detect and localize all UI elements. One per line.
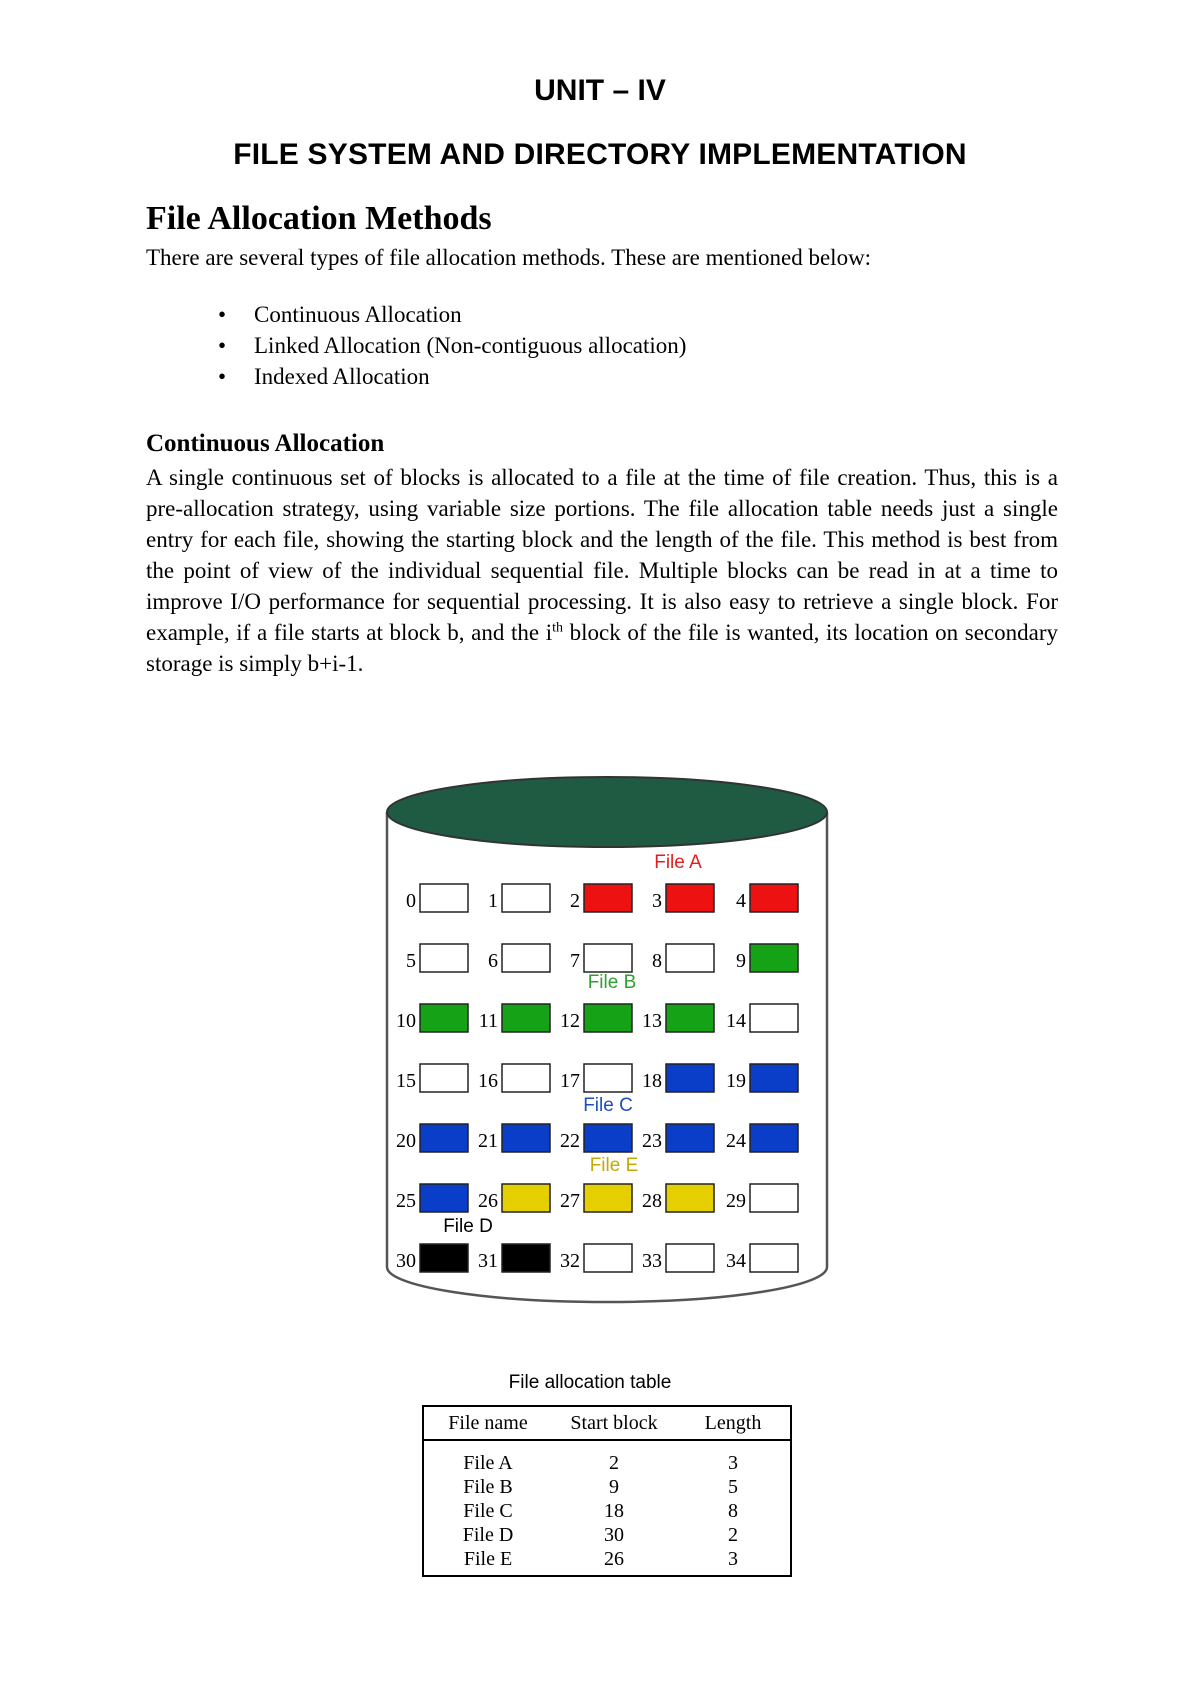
block-number: 24 [726,1130,746,1152]
file-e-block [666,1184,714,1212]
file-b-label: File B [587,972,637,993]
block-number: 20 [396,1130,416,1152]
table-row [424,1523,790,1547]
file-d-block [502,1244,550,1272]
file-c-block [750,1064,798,1092]
intro-text: There are several types of file allocation methods. These are mentioned below: [146,245,872,270]
block-number: 5 [406,950,416,972]
block-number: 31 [478,1250,498,1272]
free-block [750,1184,798,1212]
file-a-block [584,884,632,912]
block-number: 17 [560,1070,580,1092]
cell-length: 3 [728,1451,738,1474]
file-c-block [666,1124,714,1152]
file-b-block [750,944,798,972]
file-b-block [502,1004,550,1032]
file-d-label: File D [443,1216,493,1237]
cell-length: 2 [728,1523,738,1546]
block-number: 30 [396,1250,416,1272]
block-number: 11 [478,1010,498,1032]
block-number: 34 [726,1250,746,1272]
file-c-block [584,1124,632,1152]
free-block [502,884,550,912]
block-number: 32 [560,1250,580,1272]
header-start-block: Start block [552,1407,676,1440]
cell-start-block: 18 [604,1499,624,1522]
block-number: 13 [642,1010,662,1032]
file-a-block [750,884,798,912]
block-number: 18 [642,1070,662,1092]
block-number: 4 [736,890,746,912]
block-number: 9 [736,950,746,972]
free-block [666,944,714,972]
cell-file-name: File A [463,1451,513,1474]
file-b-block [666,1004,714,1032]
file-c-block [666,1064,714,1092]
cell-start-block: 2 [609,1451,619,1474]
table-header-row [424,1407,790,1440]
block-number: 0 [406,890,416,912]
block-number: 15 [396,1070,416,1092]
block-number: 33 [642,1250,662,1272]
block-number: 2 [570,890,580,912]
free-block [502,1064,550,1092]
file-e-block [502,1184,550,1212]
free-block [584,1244,632,1272]
table-row [424,1475,790,1499]
free-block [420,1064,468,1092]
block-number: 27 [560,1190,580,1212]
subsection-title: Continuous Allocation [146,430,385,457]
block-number: 19 [726,1070,746,1092]
block-number: 8 [652,950,662,972]
block-number: 6 [488,950,498,972]
file-allocation-table [422,1405,792,1577]
cell-length: 8 [728,1499,738,1522]
file-e-block [584,1184,632,1212]
paragraph-text: A single continuous set of blocks is allocated to a file at the time of file creation. Thus, this is a pre-allocation strategy, using variable size portions. The file allocation table needs just a single entry for each file, showing the starting block and the length of the file. This method is best from the point of view of the individual sequential file. Multiple blocks can be read in at a time to improve I/O performance for sequential processing. It is also easy to retrieve a single block. For example, if a file starts at block b, and the i [146,465,1058,645]
free-block [502,944,550,972]
fat-table [424,1407,790,1571]
block-number: 10 [396,1010,416,1032]
cell-start-block: 9 [609,1475,619,1498]
cell-file-name: File C [463,1499,513,1522]
file-b-block [420,1004,468,1032]
file-e-label: File E [589,1155,639,1176]
unit-title: UNIT – IV [534,74,666,107]
file-c-label: File C [583,1095,633,1116]
disk-top [387,777,827,847]
free-block [750,1004,798,1032]
block-number: 22 [560,1130,580,1152]
file-c-block [750,1124,798,1152]
block-number: 16 [478,1070,498,1092]
file-d-block [420,1244,468,1272]
cell-start-block: 26 [604,1547,624,1570]
list-item: • Indexed Allocation [218,364,686,395]
block-number: 1 [488,890,498,912]
table-row [424,1499,790,1523]
fat-caption: File allocation table [508,1372,672,1393]
block-number: 3 [652,890,662,912]
file-c-block [502,1124,550,1152]
table-row [424,1547,790,1571]
cell-file-name: File B [463,1475,513,1498]
free-block [420,884,468,912]
file-c-block [420,1184,468,1212]
list-item: • Continuous Allocation [218,302,686,333]
block-number: 14 [726,1010,746,1032]
block-number: 23 [642,1130,662,1152]
cell-file-name: File D [462,1523,514,1546]
free-block [584,944,632,972]
header-length: Length [676,1407,790,1440]
free-block [584,1064,632,1092]
block-number: 25 [396,1190,416,1212]
paragraph-text-end: block of the file is wanted, its location on secondary storage is simply b+i-1. [146,620,1058,676]
list-item: • Linked Allocation (Non-contiguous allocation) [218,333,686,364]
section-title: File Allocation Methods [146,200,492,237]
block-number: 7 [570,950,580,972]
cell-file-name: File E [463,1547,513,1570]
chapter-title: FILE SYSTEM AND DIRECTORY IMPLEMENTATION [233,138,967,171]
table-row [424,1440,790,1475]
block-number: 26 [478,1190,498,1212]
cell-start-block: 30 [604,1523,624,1546]
file-c-block [420,1124,468,1152]
superscript-th: th [552,620,564,636]
block-number: 28 [642,1190,662,1212]
block-number: 12 [560,1010,580,1032]
cell-length: 3 [728,1547,738,1570]
file-a-block [666,884,714,912]
free-block [666,1244,714,1272]
block-number: 21 [478,1130,498,1152]
free-block [420,944,468,972]
header-file-name: File name [424,1407,552,1440]
free-block [750,1244,798,1272]
file-b-block [584,1004,632,1032]
cell-length: 5 [728,1475,738,1498]
block-number: 29 [726,1190,746,1212]
file-a-label: File A [654,852,702,873]
